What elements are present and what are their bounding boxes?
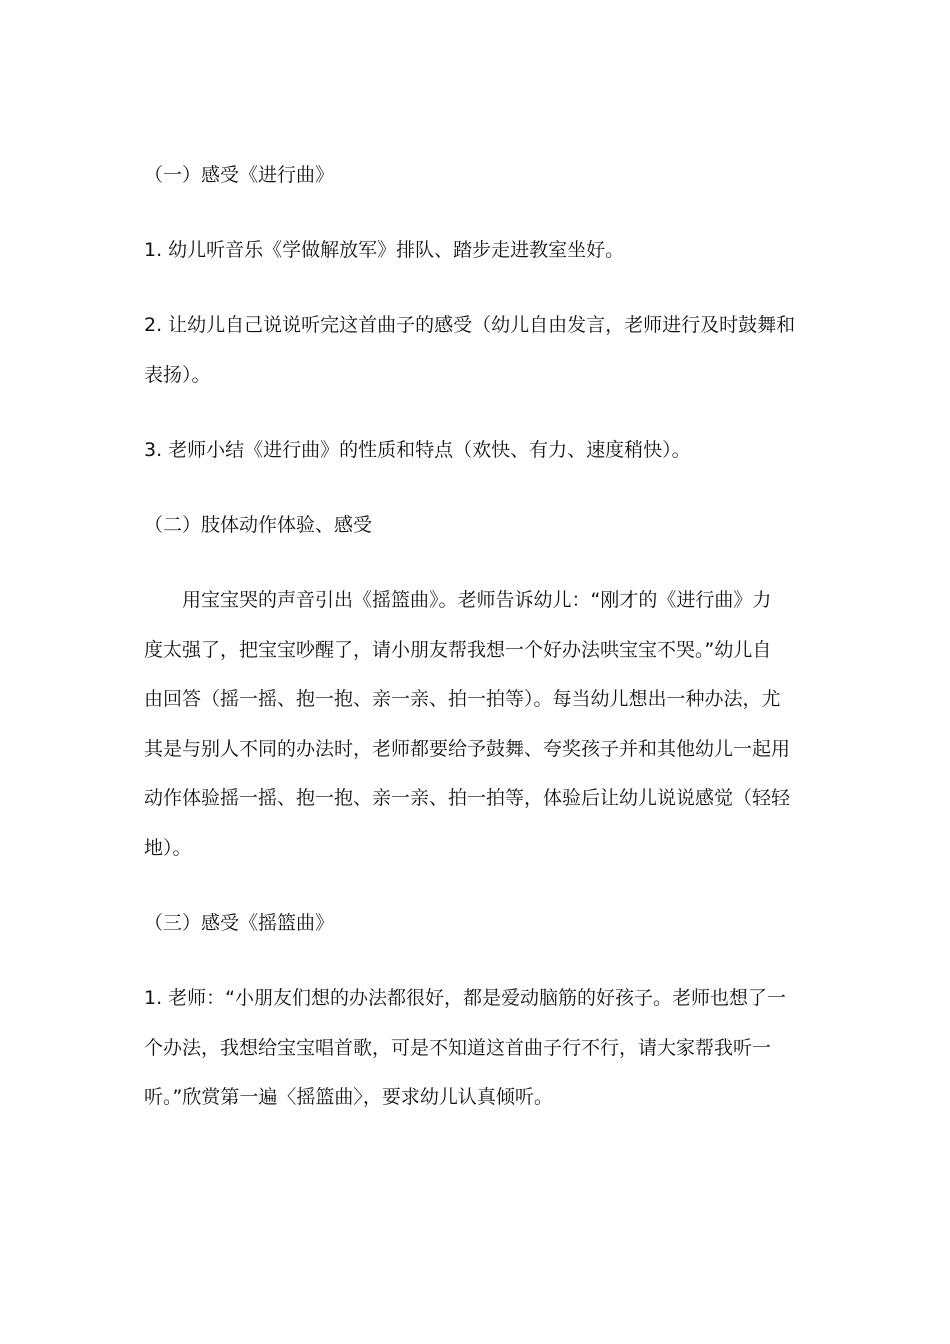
section2-para-line4: 其是与别人不同的办法时，老师都要给予鼓舞、夸奖孩子并和其他幼儿一起用 xyxy=(144,738,791,760)
section2-heading: （二）肢体动作体验、感受 xyxy=(144,514,373,536)
section1-item2-line1: 2. 让幼儿自己说说听完这首曲子的感受（幼儿自由发言，老师进行及时鼓舞和 xyxy=(144,314,796,336)
section2-para-line1: 用宝宝哭的声音引出《摇篮曲》。老师告诉幼儿：“刚才的《进行曲》力 xyxy=(182,589,772,611)
section2-para-line6: 地）。 xyxy=(144,837,192,859)
section3-item1-line3: 听。”欣赏第一遍〈摇篮曲〉，要求幼儿认真倾听。 xyxy=(144,1086,553,1108)
section1-item2-line2: 表扬）。 xyxy=(144,364,211,386)
section3-item1-line2: 个办法，我想给宝宝唱首歌，可是不知道这首曲子行不行，请大家帮我听一 xyxy=(144,1037,772,1059)
section1-item3: 3. 老师小结《进行曲》的性质和特点（欢快、有力、速度稍快）。 xyxy=(144,439,691,461)
section2-para-line3: 由回答（摇一摇、抱一抱、亲一亲、拍一拍等）。每当幼儿想出一种办法，尤 xyxy=(144,688,781,710)
section1-item1: 1. 幼儿听音乐《学做解放军》排队、踏步走进教室坐好。 xyxy=(144,239,625,261)
section3-heading: （三）感受《摇篮曲》 xyxy=(144,912,335,934)
section1-heading: （一）感受《进行曲》 xyxy=(144,164,335,186)
section3-item1-line1: 1. 老师：“小朋友们想的办法都很好，都是爱动脑筋的好孩子。老师也想了一 xyxy=(144,987,787,1009)
section2-para-line2: 度太强了，把宝宝吵醒了，请小朋友帮我想一个好办法哄宝宝不哭。”幼儿自 xyxy=(144,639,772,661)
section2-para-line5: 动作体验摇一摇、抱一抱、亲一亲、拍一拍等，体验后让幼儿说说感觉（轻轻 xyxy=(144,787,791,809)
